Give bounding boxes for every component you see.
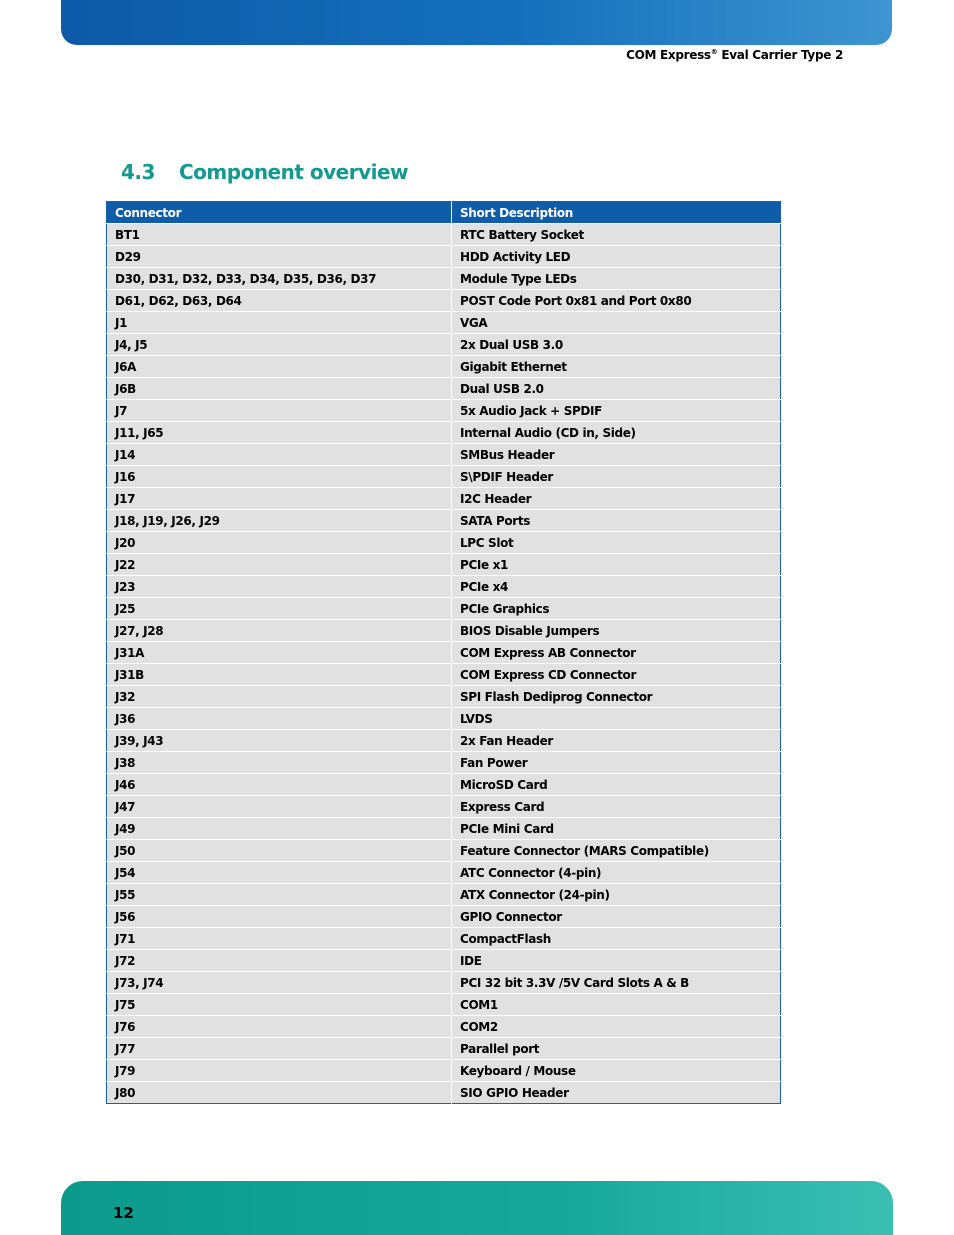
table-row (107, 488, 781, 510)
connector-cell: D29 (107, 246, 452, 268)
connector-cell: J56 (107, 906, 452, 928)
description-cell: COM1 (452, 994, 781, 1016)
connector-cell: J20 (107, 532, 452, 554)
connector-cell: J75 (107, 994, 452, 1016)
description-cell: Module Type LEDs (452, 268, 781, 290)
connector-cell: J32 (107, 686, 452, 708)
description-cell: LVDS (452, 708, 781, 730)
table-row (107, 752, 781, 774)
table-row (107, 466, 781, 488)
table-row (107, 510, 781, 532)
connector-cell: J7 (107, 400, 452, 422)
connector-cell: J14 (107, 444, 452, 466)
table-row (107, 862, 781, 884)
description-cell: LPC Slot (452, 532, 781, 554)
description-cell: SMBus Header (452, 444, 781, 466)
connector-cell: J77 (107, 1038, 452, 1060)
section-heading (121, 160, 408, 184)
table-row (107, 972, 781, 994)
description-cell: BIOS Disable Jumpers (452, 620, 781, 642)
description-cell: Feature Connector (MARS Compatible) (452, 840, 781, 862)
table-row (107, 928, 781, 950)
connector-cell: BT1 (107, 224, 452, 246)
description-cell: SATA Ports (452, 510, 781, 532)
registered-mark: ® (710, 48, 718, 56)
connector-cell: J6B (107, 378, 452, 400)
description-cell: PCIe x1 (452, 554, 781, 576)
connector-cell: J73, J74 (107, 972, 452, 994)
table-row (107, 840, 781, 862)
description-cell: ATX Connector (24-pin) (452, 884, 781, 906)
description-cell: HDD Activity LED (452, 246, 781, 268)
connector-cell: D30, D31, D32, D33, D34, D35, D36, D37 (107, 268, 452, 290)
connector-cell: J46 (107, 774, 452, 796)
description-cell: PCIe Mini Card (452, 818, 781, 840)
description-cell: VGA (452, 312, 781, 334)
column-header-connector: Connector (107, 202, 452, 224)
connector-cell: J50 (107, 840, 452, 862)
table-row (107, 1016, 781, 1038)
connector-cell: J6A (107, 356, 452, 378)
connector-cell: J47 (107, 796, 452, 818)
description-cell: I2C Header (452, 488, 781, 510)
description-cell: Gigabit Ethernet (452, 356, 781, 378)
table-row (107, 1060, 781, 1082)
header-band (61, 0, 892, 45)
table-row (107, 576, 781, 598)
description-cell: COM Express AB Connector (452, 642, 781, 664)
table-row (107, 994, 781, 1016)
connector-cell: J49 (107, 818, 452, 840)
description-cell: PCIe x4 (452, 576, 781, 598)
table-row (107, 532, 781, 554)
connector-cell: J55 (107, 884, 452, 906)
connector-cell: J39, J43 (107, 730, 452, 752)
description-cell: 5x Audio Jack + SPDIF (452, 400, 781, 422)
connector-cell: J71 (107, 928, 452, 950)
connector-cell: J80 (107, 1082, 452, 1104)
connector-cell: J79 (107, 1060, 452, 1082)
table-row (107, 708, 781, 730)
table-row (107, 356, 781, 378)
description-cell: ATC Connector (4-pin) (452, 862, 781, 884)
table-row (107, 686, 781, 708)
description-cell: Dual USB 2.0 (452, 378, 781, 400)
table-row (107, 664, 781, 686)
description-cell: SPI Flash Dediprog Connector (452, 686, 781, 708)
connector-cell: J72 (107, 950, 452, 972)
section-title: Component overview (179, 160, 409, 184)
connector-cell: J17 (107, 488, 452, 510)
table-row (107, 642, 781, 664)
connector-cell: J4, J5 (107, 334, 452, 356)
connector-cell: J38 (107, 752, 452, 774)
table-body (107, 224, 781, 1104)
description-cell: S\PDIF Header (452, 466, 781, 488)
description-cell: 2x Fan Header (452, 730, 781, 752)
table-row (107, 1038, 781, 1060)
connector-cell: J76 (107, 1016, 452, 1038)
description-cell: COM Express CD Connector (452, 664, 781, 686)
connector-cell: J22 (107, 554, 452, 576)
description-cell: 2x Dual USB 3.0 (452, 334, 781, 356)
connector-cell: J36 (107, 708, 452, 730)
table-row (107, 378, 781, 400)
table-row (107, 268, 781, 290)
table-row (107, 444, 781, 466)
table-row (107, 400, 781, 422)
connector-cell: J18, J19, J26, J29 (107, 510, 452, 532)
description-cell: IDE (452, 950, 781, 972)
description-cell: COM2 (452, 1016, 781, 1038)
table-row (107, 312, 781, 334)
table-row (107, 554, 781, 576)
connector-cell: J27, J28 (107, 620, 452, 642)
table-row (107, 774, 781, 796)
description-cell: Parallel port (452, 1038, 781, 1060)
table-row (107, 246, 781, 268)
page-number: 12 (113, 1204, 134, 1222)
table-row (107, 334, 781, 356)
description-cell: PCI 32 bit 3.3V /5V Card Slots A & B (452, 972, 781, 994)
table-row (107, 620, 781, 642)
description-cell: Fan Power (452, 752, 781, 774)
table-header-row (107, 202, 781, 224)
description-cell: Express Card (452, 796, 781, 818)
footer-band (61, 1181, 893, 1235)
description-cell: MicroSD Card (452, 774, 781, 796)
connector-cell: J23 (107, 576, 452, 598)
connector-cell: J25 (107, 598, 452, 620)
connector-cell: J31B (107, 664, 452, 686)
description-cell: GPIO Connector (452, 906, 781, 928)
table-row (107, 796, 781, 818)
description-cell: Internal Audio (CD in, Side) (452, 422, 781, 444)
table-row (107, 1082, 781, 1104)
table-row (107, 224, 781, 246)
table-row (107, 422, 781, 444)
connector-cell: J16 (107, 466, 452, 488)
description-cell: CompactFlash (452, 928, 781, 950)
document-title-suffix: Eval Carrier Type 2 (717, 48, 843, 62)
description-cell: RTC Battery Socket (452, 224, 781, 246)
document-title (626, 48, 843, 62)
connector-cell: J11, J65 (107, 422, 452, 444)
table-row (107, 598, 781, 620)
table-row (107, 290, 781, 312)
table-row (107, 884, 781, 906)
description-cell: SIO GPIO Header (452, 1082, 781, 1104)
document-title-prefix: COM Express (626, 48, 711, 62)
connector-cell: D61, D62, D63, D64 (107, 290, 452, 312)
section-number: 4.3 (121, 160, 155, 184)
description-cell: PCIe Graphics (452, 598, 781, 620)
table-row (107, 730, 781, 752)
connector-cell: J54 (107, 862, 452, 884)
table-row (107, 950, 781, 972)
connector-cell: J31A (107, 642, 452, 664)
column-header-description: Short Description (452, 202, 781, 224)
description-cell: POST Code Port 0x81 and Port 0x80 (452, 290, 781, 312)
table-row (107, 906, 781, 928)
component-table (106, 201, 781, 1104)
description-cell: Keyboard / Mouse (452, 1060, 781, 1082)
table-row (107, 818, 781, 840)
connector-cell: J1 (107, 312, 452, 334)
